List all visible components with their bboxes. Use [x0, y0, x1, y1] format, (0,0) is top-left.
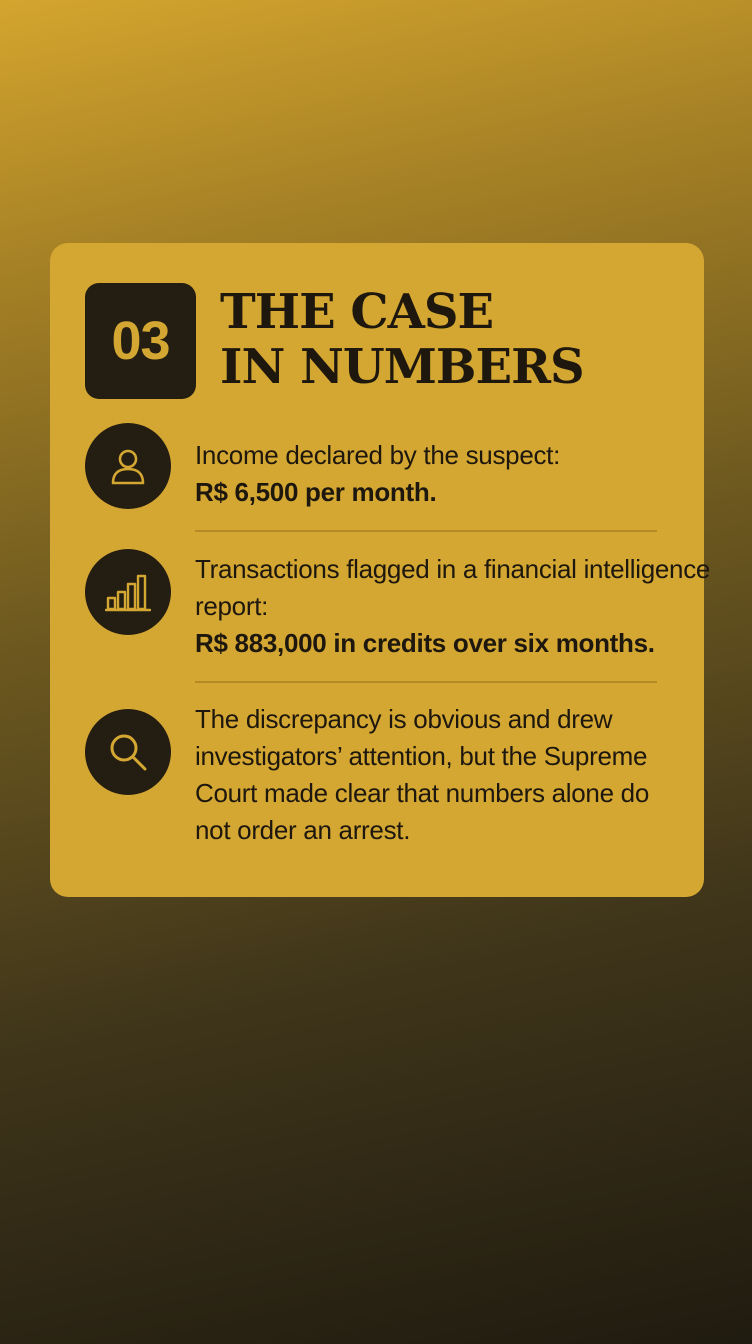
section-number: 03	[111, 311, 170, 371]
item-description: The discrepancy is obvious and drew investigators’ attention, but the Supreme Court made clear that numbers alone do not order an arrest.	[195, 704, 649, 845]
item-text	[195, 437, 685, 511]
divider	[195, 530, 657, 532]
title-line-2: IN NUMBERS	[220, 339, 584, 395]
person-icon	[85, 423, 171, 509]
item-text	[195, 551, 715, 662]
section-number-badge	[85, 283, 196, 399]
title-line-1: THE CASE	[220, 284, 494, 340]
item-emphasis: R$ 883,000 in credits over six months.	[195, 628, 655, 658]
item-description: Transactions flagged in a financial intelligence report:	[195, 554, 711, 621]
magnifier-icon	[85, 709, 171, 795]
card-title	[220, 285, 584, 395]
item-emphasis: R$ 6,500 per month.	[195, 477, 437, 507]
bar-chart-icon	[85, 549, 171, 635]
divider	[195, 681, 657, 683]
info-card	[50, 243, 711, 897]
item-text	[195, 701, 685, 849]
item-description: Income declared by the suspect:	[195, 440, 561, 470]
